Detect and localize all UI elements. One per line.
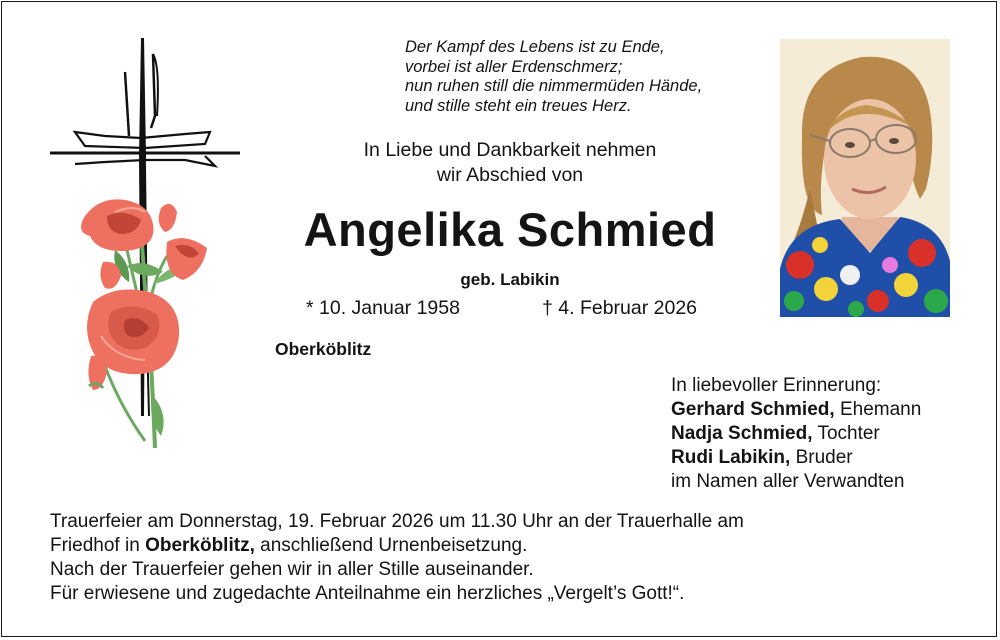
mourner-relation: Tochter bbox=[817, 423, 880, 444]
mourner-name: Rudi Labikin, bbox=[671, 447, 791, 468]
poem-line: und stille steht ein treues Herz. bbox=[405, 96, 632, 115]
intro-line: wir Abschied von bbox=[436, 164, 584, 186]
birth-date: * 10. Januar 1958 bbox=[306, 297, 460, 319]
mourner-name: Nadja Schmied, bbox=[671, 423, 813, 444]
funeral-line: Nach der Trauerfeier gehen wir in aller Stille auseinander. bbox=[50, 559, 534, 580]
residence-place: Oberköblitz bbox=[275, 339, 372, 359]
mourners-block bbox=[671, 374, 921, 494]
mourner-relation: Ehemann bbox=[839, 399, 922, 420]
death-date: † 4. Februar 2026 bbox=[542, 297, 698, 319]
intro-line: In Liebe und Dankbarkeit nehmen bbox=[363, 139, 657, 161]
portrait-photo bbox=[780, 39, 950, 317]
deceased-name: Angelika Schmied bbox=[303, 203, 717, 256]
poem-line: nun ruhen still die nimmermüden Hände, bbox=[405, 77, 703, 95]
intro-text bbox=[300, 138, 720, 188]
mourner-relation: Bruder bbox=[795, 447, 853, 468]
poem-line: Der Kampf des Lebens ist zu Ende, bbox=[405, 38, 665, 56]
poem-line: vorbei ist aller Erdenschmerz; bbox=[405, 57, 623, 76]
funeral-line: Für erwiesene und zugedachte Anteilnahme ein herzliches „Vergelt’s Gott!“. bbox=[50, 583, 685, 604]
poem bbox=[405, 38, 702, 116]
mourner-line bbox=[671, 398, 921, 422]
funeral-line: Trauerfeier am Donnerstag, 19. Februar 2026 um 11.30 Uhr an der Trauerhalle am bbox=[50, 511, 744, 532]
cross-with-roses-icon bbox=[45, 36, 245, 456]
mourner-name: Gerhard Schmied, bbox=[671, 399, 835, 420]
funeral-details bbox=[50, 510, 744, 606]
mourners-closing: im Namen aller Verwandten bbox=[671, 471, 905, 492]
maiden-name: geb. Labikin bbox=[460, 270, 560, 289]
funeral-line bbox=[50, 534, 744, 558]
funeral-place: Oberköblitz, bbox=[145, 535, 255, 556]
funeral-suffix: anschließend Urnenbeisetzung. bbox=[260, 535, 528, 556]
funeral-prefix: Friedhof in bbox=[50, 535, 140, 556]
mourner-line bbox=[671, 422, 921, 446]
mourners-heading: In liebevoller Erinnerung: bbox=[671, 375, 882, 396]
mourner-line bbox=[671, 446, 921, 470]
